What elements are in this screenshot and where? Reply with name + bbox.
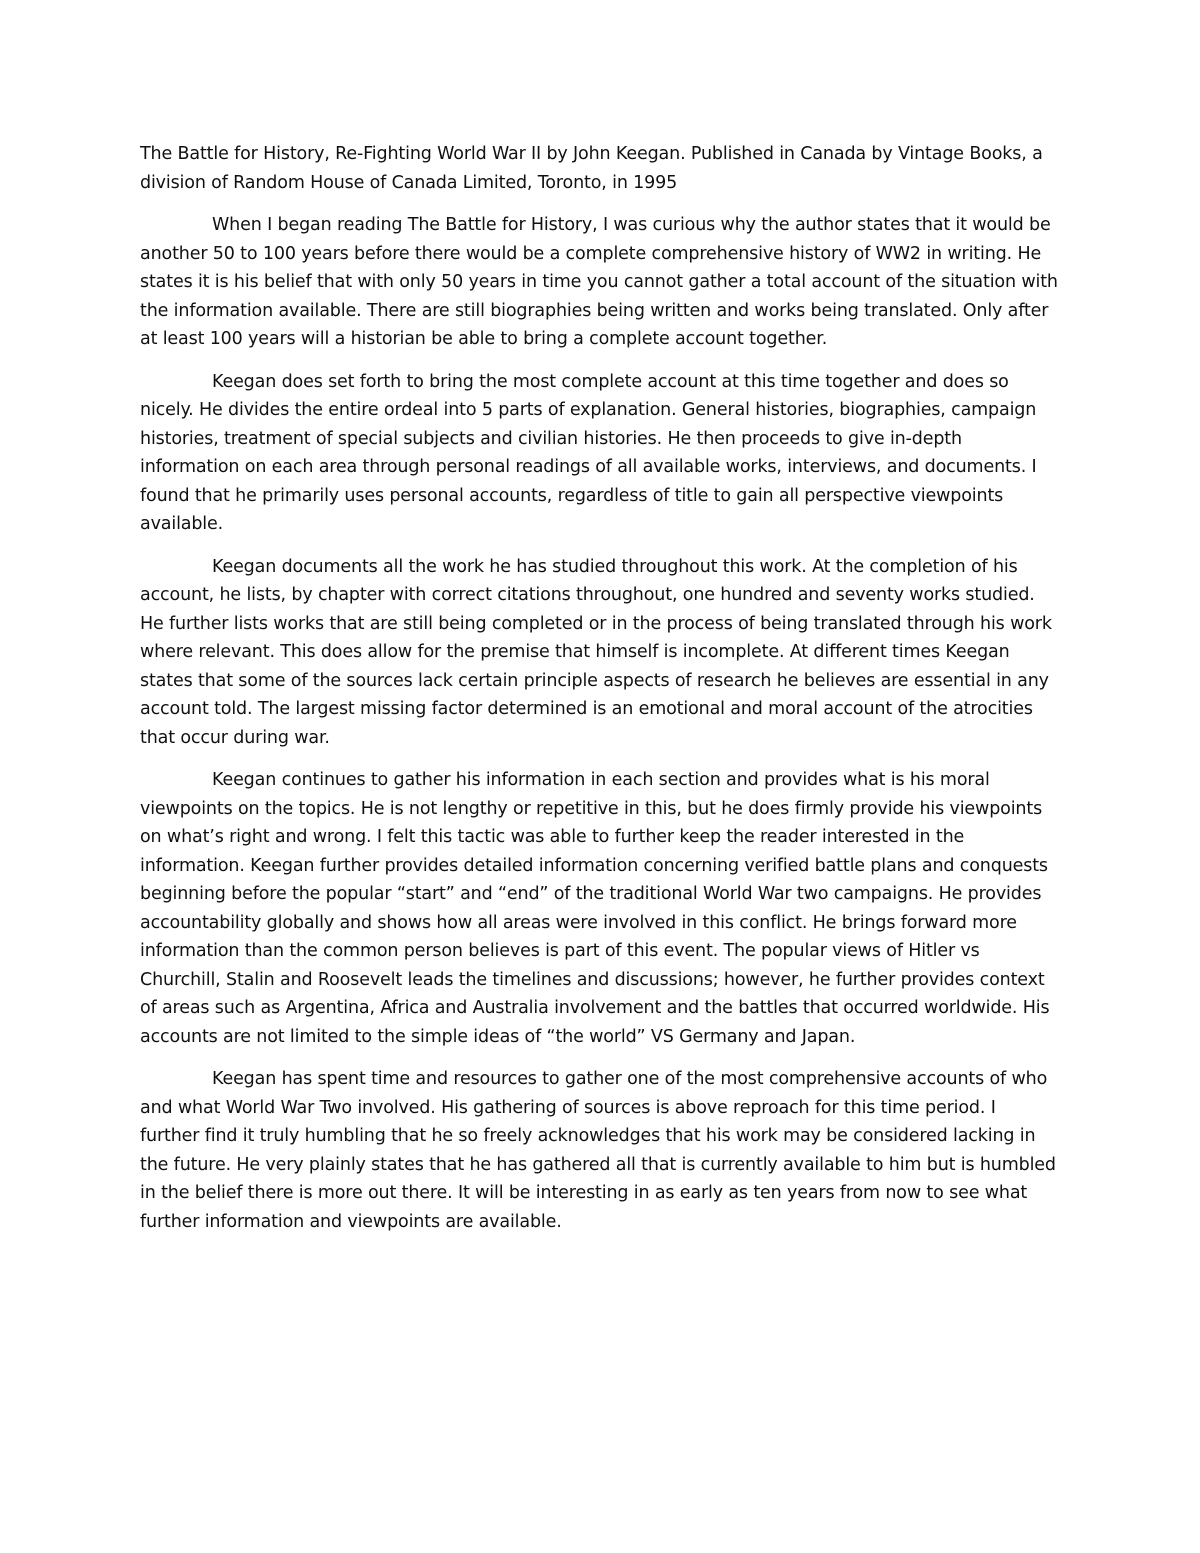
document-body xyxy=(140,140,1060,1250)
paragraph-2: Keegan does set forth to bring the most complete account at this time together and does so nicely. He divides the entire ordeal into 5 parts of explanation. General histories, biographies, campaign histories, treatment of special subjects and civilian histories. He then proceeds to give in-depth information on each area through personal readings of all available works, interviews, and documents. I found that he primarily uses personal accounts, regardless of title to gain all perspective viewpoints available. xyxy=(140,371,1037,534)
paragraph-1: When I began reading The Battle for History, I was curious why the author states that it would be another 50 to 100 years before there would be a complete comprehensive history of WW2 in writing. He states it is his belief that with only 50 years in time you cannot gather a total account of the situation with the information available. There are still biographies being written and works being translated. Only after at least 100 years will a historian be able to bring a complete account together. xyxy=(140,215,1058,349)
paragraph-4: Keegan continues to gather his information in each section and provides what is his moral viewpoints on the topics. He is not lengthy or repetitive in this, but he does firmly provide his viewpoints on what’s right and wrong. I felt this tactic was able to further keep the reader interested in the information. Keegan further provides detailed information concerning verified battle plans and conquests beginning before the popular “start” and “end” of the traditional World War two campaigns. He provides accountability globally and shows how all areas were involved in this conflict. He brings forward more information than the common person believes is part of this event. The popular views of Hitler vs Churchill, Stalin and Roosevelt leads the timelines and discussions; however, he further provides context of areas such as Argentina, Africa and Australia involvement and the battles that occurred worldwide. His accounts are not limited to the simple ideas of “the world” VS Germany and Japan. xyxy=(140,770,1050,1047)
paragraph-3: Keegan documents all the work he has studied throughout this work. At the completion of his account, he lists, by chapter with correct citations throughout, one hundred and seventy works studied. He further lists works that are still being completed or in the process of being translated through his work where relevant. This does allow for the premise that himself is incomplete. At different times Keegan states that some of the sources lack certain principle aspects of research he believes are essential in any account told. The largest missing factor determined is an emotional and moral account of the atrocities that occur during war. xyxy=(140,556,1052,748)
book-citation-heading: The Battle for History, Re-Fighting World War II by John Keegan. Published in Canada by Vintage Books, a division of Random House of Canada Limited, Toronto, in 1995 xyxy=(140,144,1043,193)
paragraph-5: Keegan has spent time and resources to gather one of the most comprehensive accounts of who and what World War Two involved. His gathering of sources is above reproach for this time period. I further find it truly humbling that he so freely acknowledges that his work may be considered lacking in the future. He very plainly states that he has gathered all that is currently available to him but is humbled in the belief there is more out there. It will be interesting in as early as ten years from now to see what further information and viewpoints are available. xyxy=(140,1069,1056,1232)
